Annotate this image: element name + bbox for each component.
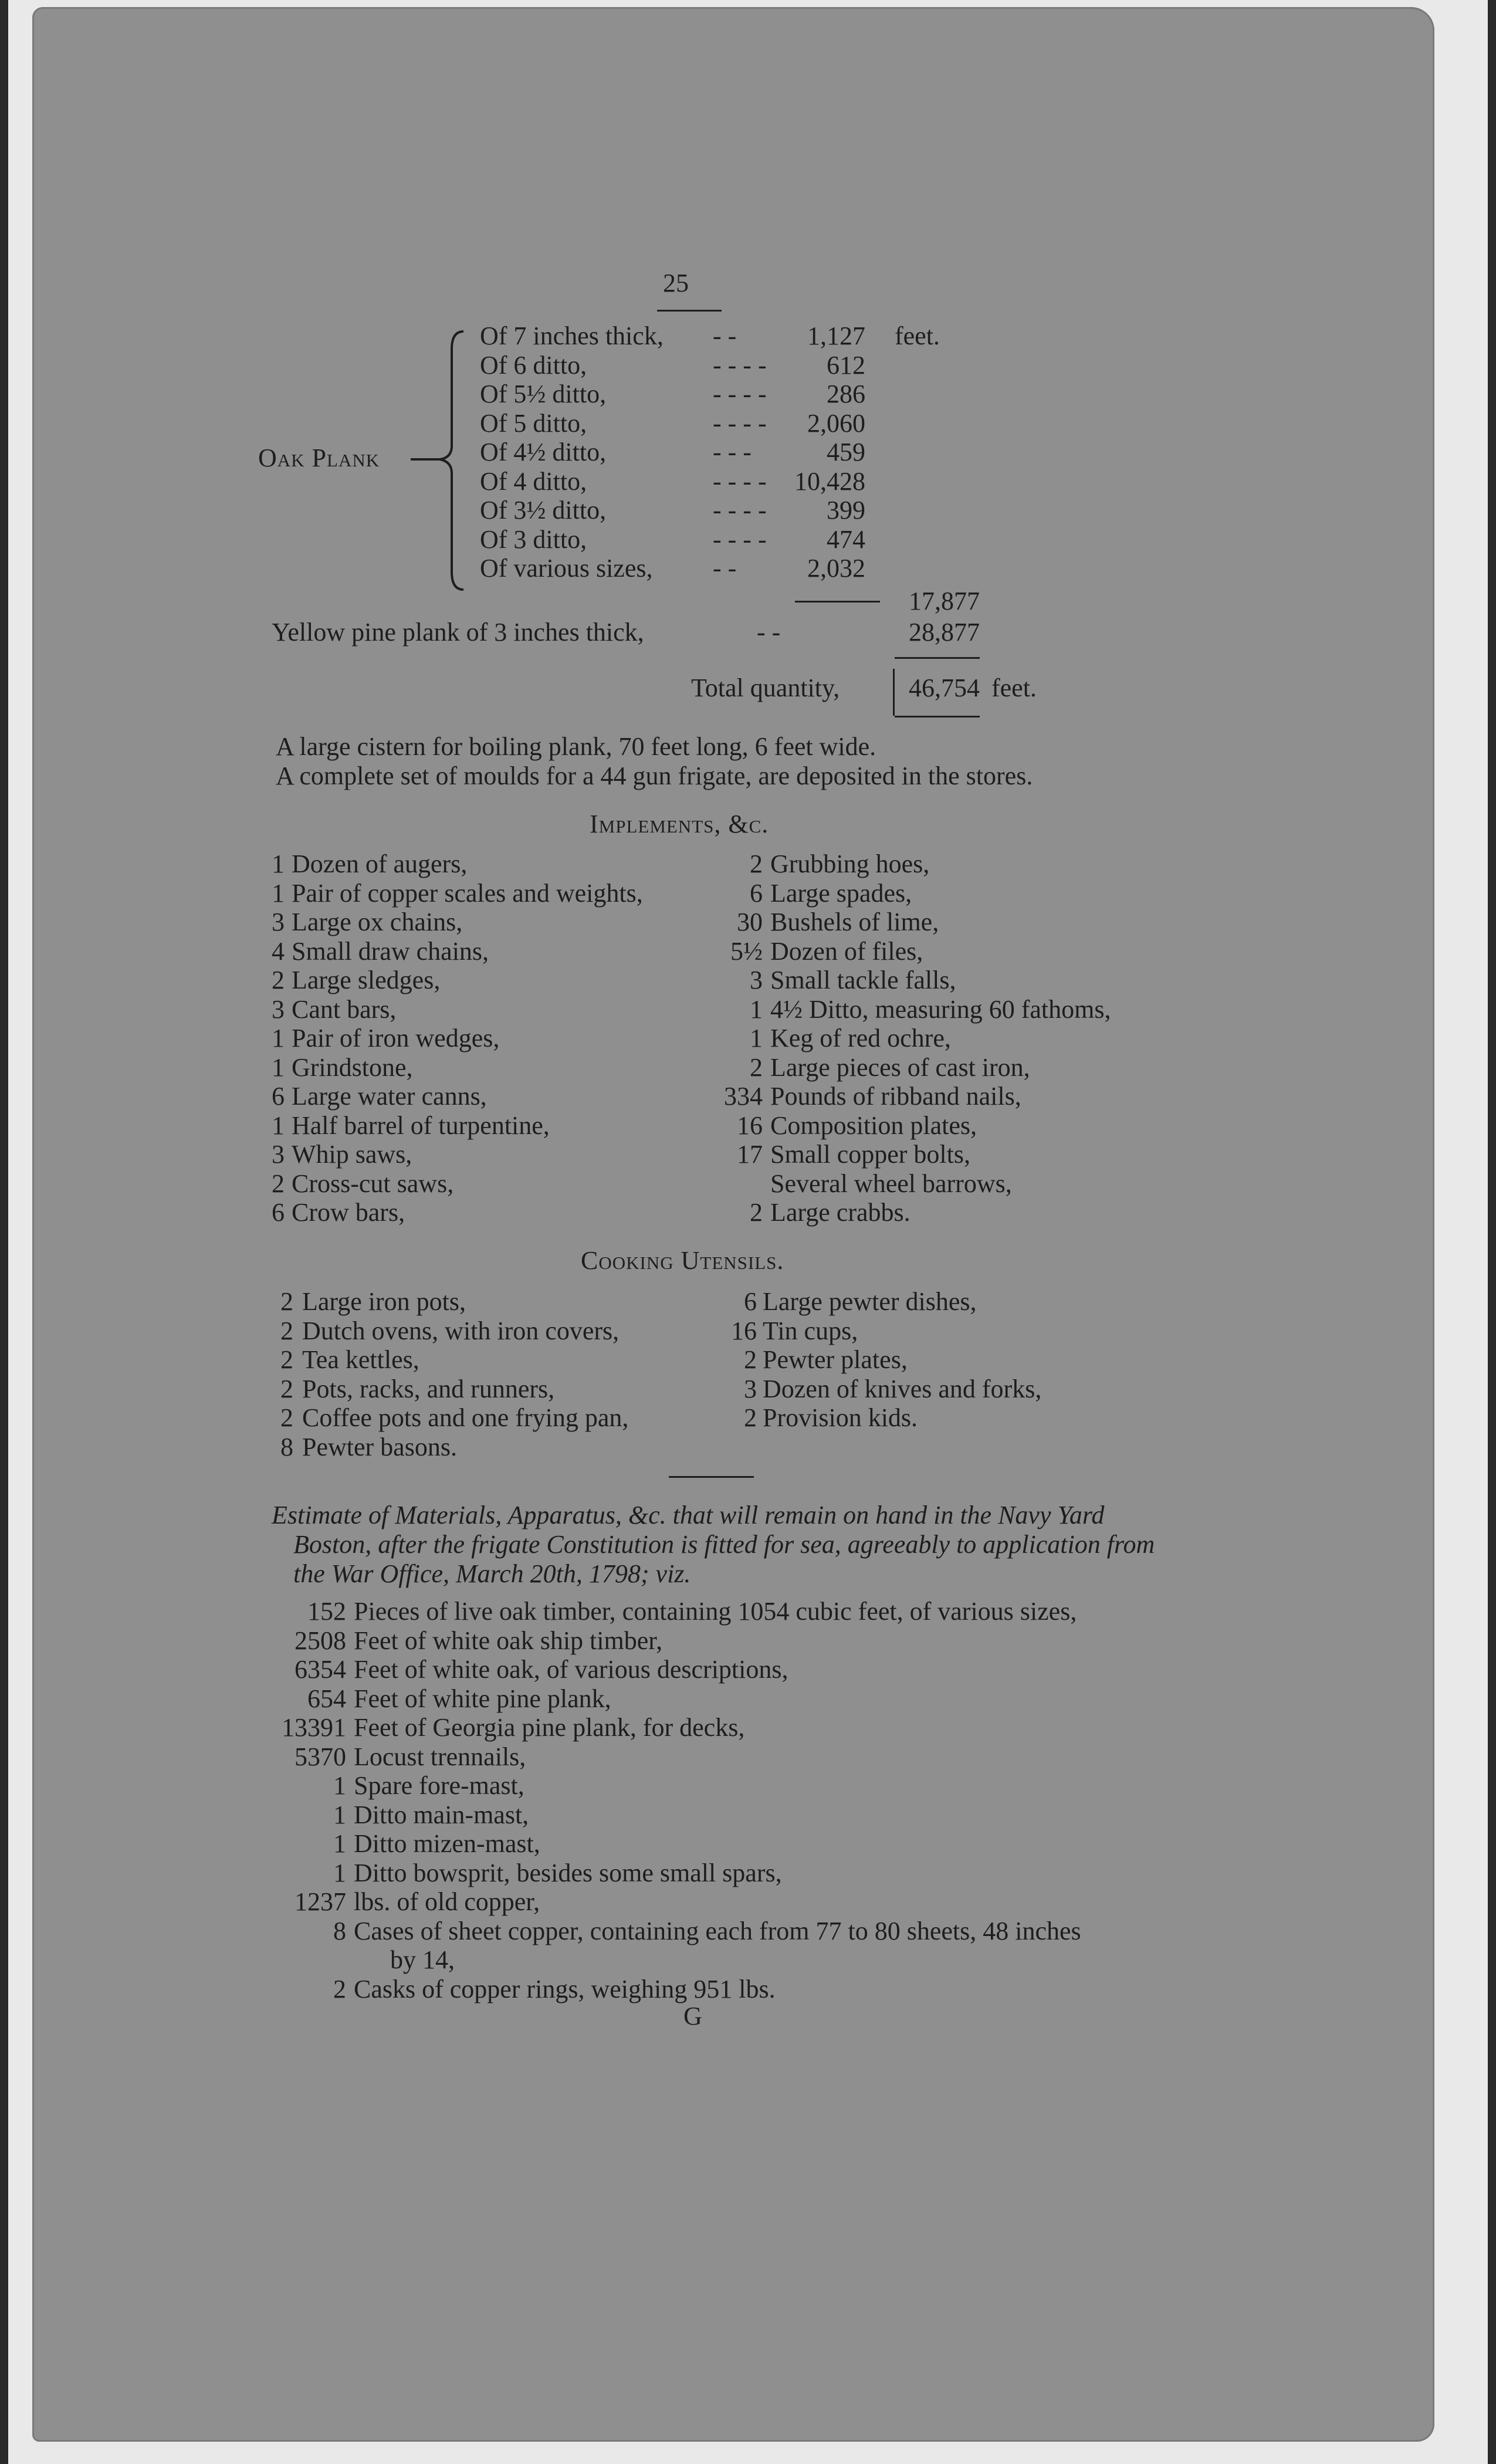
list-item-qty: 16: [737, 1111, 763, 1140]
estimate-item-text: Pieces of live oak timber, containing 1054 cubic feet, of various sizes,: [354, 1597, 1077, 1626]
list-item-text: Pewter plates,: [763, 1345, 908, 1374]
oak-row-desc: Of 5½ ditto,: [480, 380, 607, 408]
list-item-qty: 2: [272, 1169, 285, 1198]
list-item-text: Pewter basons.: [302, 1432, 457, 1461]
oak-row-dashes: - - - -: [713, 380, 767, 408]
list-item-text: Provision kids.: [763, 1403, 918, 1432]
list-item-text: Dozen of augers,: [292, 849, 468, 878]
list-item-qty: 1: [272, 1052, 285, 1082]
list-item-qty: 2: [280, 1287, 293, 1316]
list-item-text: Pair of copper scales and weights,: [292, 878, 643, 908]
estimate-item-text: Feet of white oak, of various descriptions,: [354, 1655, 788, 1684]
oak-row-desc: Of 4 ditto,: [480, 466, 587, 496]
oak-subtotal: 17,877: [909, 587, 980, 615]
list-item-qty: 5½: [730, 936, 763, 966]
scan-edge-left: [0, 0, 8, 2464]
page-number-rule: [657, 310, 722, 312]
estimate-item-text: by 14,: [390, 1945, 455, 1974]
oak-plank-label: Oak Plank: [258, 444, 380, 472]
oak-row-value: 399: [827, 496, 865, 524]
total-top-rule: [895, 657, 980, 659]
oak-row-desc: Of 4½ ditto,: [480, 438, 607, 466]
list-item-text: Bushels of lime,: [770, 908, 939, 936]
list-item-text: Large spades,: [770, 878, 912, 908]
oak-row-desc: Of 6 ditto,: [480, 350, 587, 380]
list-item-text: Large iron pots,: [302, 1287, 466, 1316]
list-item-text: Cross-cut saws,: [292, 1169, 454, 1198]
oak-row-desc: Of 3 ditto,: [480, 524, 587, 554]
list-item-text: Small copper bolts,: [770, 1140, 970, 1169]
oak-row-desc: Of various sizes,: [480, 554, 653, 583]
page-number: 25: [663, 269, 689, 297]
list-item-qty: 2: [750, 849, 763, 878]
oak-row-dashes: - - - -: [713, 466, 767, 496]
list-item-qty: 6: [744, 1287, 757, 1316]
list-item-text: Coffee pots and one frying pan,: [302, 1403, 629, 1432]
note-moulds: A complete set of moulds for a 44 gun frigate, are deposited in the stores.: [276, 761, 1033, 790]
list-item-qty: 16: [731, 1316, 757, 1345]
oak-row-value: 10,428: [794, 466, 865, 496]
estimate-item-qty: 152: [307, 1597, 346, 1626]
list-item-qty: 3: [744, 1374, 757, 1403]
signature-mark: G: [683, 2002, 702, 2030]
yellow-pine-value: 28,877: [909, 618, 980, 647]
total-unit: feet.: [991, 673, 1037, 702]
oak-row-dashes: - - - -: [713, 350, 767, 380]
list-item-qty: 2: [280, 1403, 293, 1432]
estimate-item-qty: 654: [307, 1684, 346, 1713]
estimate-item-text: Casks of copper rings, weighing 951 lbs.: [354, 1974, 776, 2003]
estimate-item-qty: 1: [333, 1858, 346, 1887]
total-value: 46,754: [909, 673, 980, 702]
estimate-item-qty: 1: [333, 1829, 346, 1858]
cooking-heading: Cooking Utensils.: [581, 1246, 784, 1275]
list-item-text: Cant bars,: [292, 994, 397, 1024]
list-item-qty: 1: [272, 1111, 285, 1140]
estimate-item-text: Feet of Georgia pine plank, for decks,: [354, 1713, 745, 1742]
list-item-qty: 2: [744, 1345, 757, 1374]
list-item-text: Dutch ovens, with iron covers,: [302, 1316, 620, 1345]
oak-row-dashes: - - - -: [713, 408, 767, 438]
list-item-text: Large water canns,: [292, 1082, 487, 1111]
estimate-heading-line-1: Estimate of Materials, Apparatus, &c. that will remain on hand in the Navy Yard: [272, 1501, 1105, 1529]
yellow-pine-desc: Yellow pine plank of 3 inches thick,: [272, 618, 644, 647]
list-item-qty: 1: [272, 1024, 285, 1052]
list-item-text: Pounds of ribband nails,: [770, 1082, 1021, 1111]
list-item-text: Half barrel of turpentine,: [292, 1111, 550, 1140]
list-item-text: Composition plates,: [770, 1111, 977, 1140]
list-item-text: Small draw chains,: [292, 936, 489, 966]
total-label: Total quantity,: [691, 673, 840, 702]
list-item-qty: 334: [724, 1082, 763, 1111]
oak-row-value: 612: [827, 350, 865, 380]
list-item-qty: 2: [750, 1052, 763, 1082]
estimate-item-text: Feet of white oak ship timber,: [354, 1626, 663, 1655]
estimate-item-qty: 1: [333, 1800, 346, 1829]
list-item-qty: 1: [272, 878, 285, 908]
list-item-qty: 3: [272, 994, 285, 1024]
oak-row-dashes: - - - -: [713, 524, 767, 554]
list-item-qty: 1: [750, 994, 763, 1024]
list-item-qty: 6: [272, 1198, 285, 1227]
total-bottom-rule: [895, 716, 980, 717]
estimate-item-text: Ditto bowsprit, besides some small spars,: [354, 1858, 782, 1887]
list-item-text: Whip saws,: [292, 1140, 412, 1169]
list-item-text: 4½ Ditto, measuring 60 fathoms,: [770, 994, 1111, 1024]
oak-row-dashes: - - -: [713, 438, 752, 466]
estimate-item-qty: 1: [333, 1771, 346, 1800]
list-item-text: Dozen of knives and forks,: [763, 1374, 1042, 1403]
list-item-qty: 1: [750, 1024, 763, 1052]
list-item-qty: 2: [280, 1345, 293, 1374]
list-item-qty: 2: [272, 966, 285, 994]
oak-row-dashes: - -: [713, 554, 737, 583]
oak-row-unit: feet.: [895, 321, 940, 350]
list-item-qty: 1: [272, 849, 285, 878]
section-divider: [669, 1476, 754, 1478]
list-item-text: Large sledges,: [292, 966, 441, 994]
estimate-item-text: Cases of sheet copper, containing each from 77 to 80 sheets, 48 inches: [354, 1916, 1081, 1945]
estimate-item-text: lbs. of old copper,: [354, 1887, 540, 1916]
estimate-item-text: Locust trennails,: [354, 1742, 526, 1771]
estimate-item-qty: 2: [333, 1974, 346, 2003]
list-item-qty: 3: [750, 966, 763, 994]
estimate-item-text: Feet of white pine plank,: [354, 1684, 611, 1713]
list-item-qty: 17: [737, 1140, 763, 1169]
list-item-text: Grubbing hoes,: [770, 849, 930, 878]
oak-row-value: 459: [827, 438, 865, 466]
estimate-item-text: Ditto main-mast,: [354, 1800, 529, 1829]
list-item-text: Dozen of files,: [770, 936, 923, 966]
estimate-item-text: Ditto mizen-mast,: [354, 1829, 540, 1858]
oak-row-desc: Of 7 inches thick,: [480, 321, 664, 350]
estimate-heading-line-2: Boston, after the frigate Constitution is fitted for sea, agreeably to application from: [293, 1530, 1155, 1559]
oak-row-value: 2,060: [807, 408, 865, 438]
list-item-qty: 2: [744, 1403, 757, 1432]
estimate-item-qty: 13391: [282, 1713, 346, 1742]
list-item-qty: 3: [272, 908, 285, 936]
list-item-text: Grindstone,: [292, 1052, 413, 1082]
estimate-item-text: Spare fore-mast,: [354, 1771, 524, 1800]
list-item-text: Pots, racks, and runners,: [302, 1374, 555, 1403]
oak-row-value: 474: [827, 524, 865, 554]
list-item-qty: 6: [750, 878, 763, 908]
list-item-text: Small tackle falls,: [770, 966, 956, 994]
list-item-qty: 2: [750, 1198, 763, 1227]
estimate-item-qty: 8: [333, 1916, 346, 1945]
oak-subtotal-rule: [795, 601, 880, 603]
estimate-heading-line-3: the War Office, March 20th, 1798; viz.: [293, 1559, 691, 1588]
list-item-qty: 6: [272, 1082, 285, 1111]
note-cistern: A large cistern for boiling plank, 70 feet long, 6 feet wide.: [276, 732, 876, 761]
list-item-text: Keg of red ochre,: [770, 1024, 951, 1052]
oak-row-dashes: - -: [713, 321, 737, 350]
yellow-pine-dashes: - -: [757, 618, 781, 647]
oak-row-dashes: - - - -: [713, 496, 767, 524]
oak-row-desc: Of 5 ditto,: [480, 408, 587, 438]
list-item-text: Pair of iron wedges,: [292, 1024, 500, 1052]
estimate-item-qty: 2508: [295, 1626, 346, 1655]
oak-row-value: 1,127: [807, 321, 865, 350]
list-item-text: Several wheel barrows,: [770, 1169, 1012, 1198]
estimate-item-qty: 5370: [295, 1742, 346, 1771]
list-item-text: Large pieces of cast iron,: [770, 1052, 1030, 1082]
list-item-text: Large ox chains,: [292, 908, 463, 936]
implements-heading: Implements, &c.: [590, 810, 769, 838]
list-item-text: Large pewter dishes,: [763, 1287, 977, 1316]
oak-row-value: 286: [827, 380, 865, 408]
scan-edge-right: [1488, 0, 1496, 2464]
list-item-qty: 3: [272, 1140, 285, 1169]
list-item-qty: 2: [280, 1374, 293, 1403]
list-item-text: Tea kettles,: [302, 1345, 419, 1374]
oak-row-desc: Of 3½ ditto,: [480, 496, 607, 524]
oak-row-value: 2,032: [807, 554, 865, 583]
list-item-qty: 30: [737, 908, 763, 936]
list-item-text: Crow bars,: [292, 1198, 405, 1227]
list-item-qty: 8: [280, 1432, 293, 1461]
list-item-qty: 2: [280, 1316, 293, 1345]
list-item-text: Large crabbs.: [770, 1198, 911, 1227]
list-item-qty: 4: [272, 936, 285, 966]
estimate-item-qty: 1237: [295, 1887, 346, 1916]
estimate-item-qty: 6354: [295, 1655, 346, 1684]
list-item-text: Tin cups,: [763, 1316, 858, 1345]
oak-plank-brace: [399, 326, 469, 595]
total-left-rule: [893, 669, 895, 716]
